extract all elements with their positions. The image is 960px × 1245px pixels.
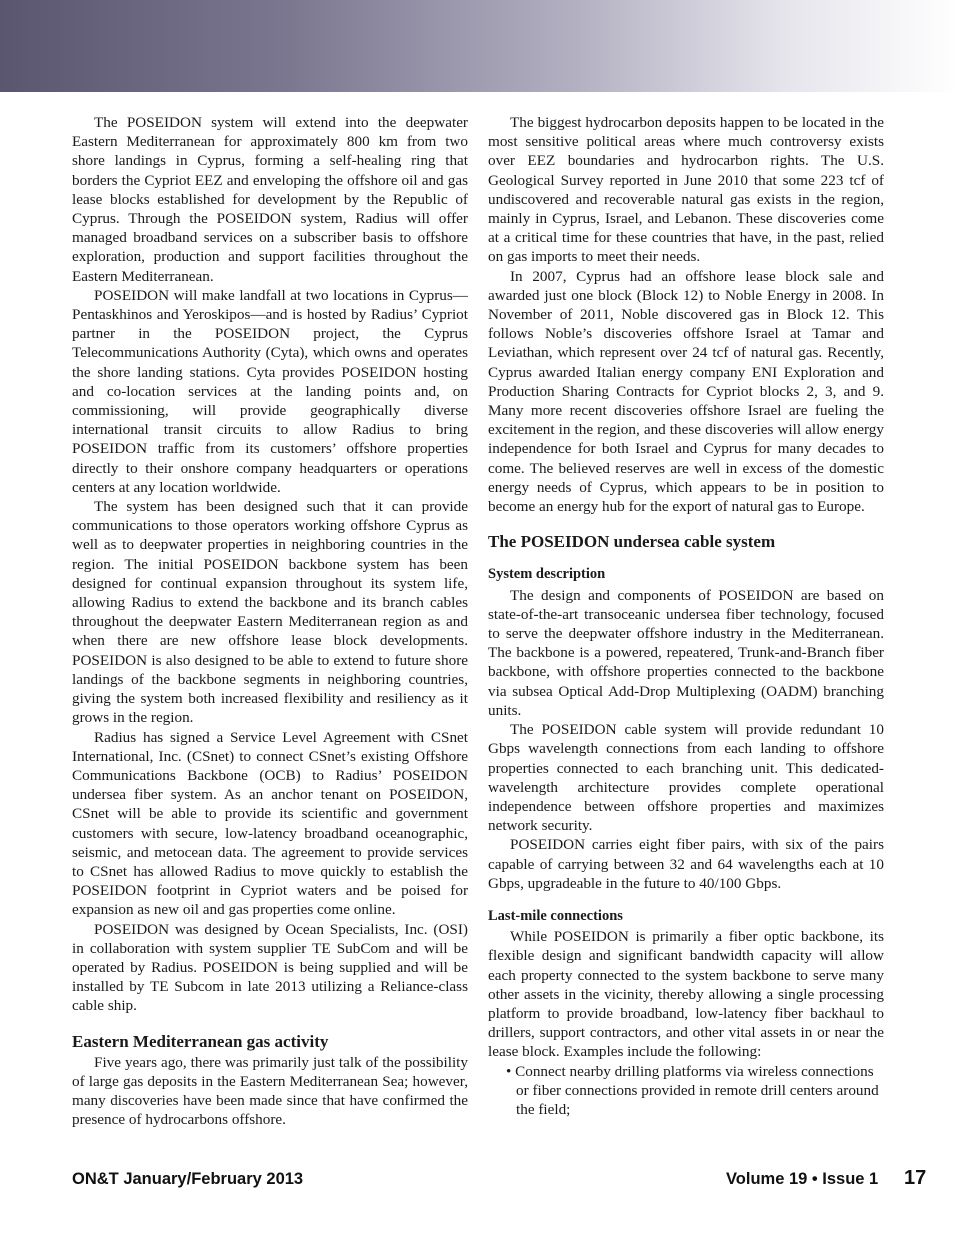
paragraph: The POSEIDON cable system will provide redundant 10 Gbps wavelength connections from each landing to offshore properties connected to each branching unit. This dedicated-wavelength architecture provides complete operational independence between offshore properties and maximizes network security. [488,721,884,835]
list-item: • Connect nearby drilling platforms via wireless connections or fiber connections provided in remote drill centers around the field; [506,1062,879,1118]
paragraph: POSEIDON will make landfall at two locations in Cyprus—Pentaskhinos and Yeroskipos—and is hosted by Radius’ Cypriot partner in the POSEIDON project, the Cyprus Telecommunications Authority (Cyta), which owns and operates the shore landing stations. Cyta provides POSEIDON hosting and co-location services at the landing points and, on commissioning, will provide geographically diverse international transit circuits to allow Radius to bring POSEIDON traffic from its customers’ offshore properties directly to their onshore company headquarters or operations centers at any location worldwide. [72,286,468,496]
right-column [488,113,884,1119]
paragraph: In 2007, Cyprus had an offshore lease block sale and awarded just one block (Block 12) to Noble Energy in 2008. In November of 2011, Noble discovered gas in Block 12. This follows Noble’s discoveries offshore Israel at Tamar and Leviathan, which represent over 24 tcf of natural gas. Recently, Cyprus awarded Italian energy company ENI Exploration and Production Sharing Contracts for Cypriot blocks 2, 3, and 9. Many more recent discoveries offshore Israel are fueling the excitement in the region, and these discoveries will allow energy independence for both Israel and Cyprus for many decades to come. The believed reserves are well in excess of the domestic energy needs of Cyprus, which appears to be in position to become an energy hub for the export of natural gas to Europe. [488,267,884,516]
paragraph: POSEIDON carries eight fiber pairs, with six of the pairs capable of carrying between 32 and 64 wavelengths each at 10 Gbps, upgradeable in the future to 40/100 Gbps. [488,836,884,892]
left-column [72,113,468,1130]
paragraph: While POSEIDON is primarily a fiber optic backbone, its flexible design and significant bandwidth capacity will allow each property connected to the system backbone to serve many other assets in the vicinity, thereby allowing a single processing platform to provide broadband, low-latency fiber backhaul to drillers, support contractors, and other vital assets in or near the lease block. Examples include the following: [488,928,884,1061]
subsection-heading: System description [488,566,606,583]
paragraph: Five years ago, there was primarily just talk of the possibility of large gas deposits in the Eastern Mediterranean Sea; however, many discoveries have been made since that have confirmed the presence of hydrocarbons offshore. [72,1053,468,1129]
paragraph: The design and components of POSEIDON are based on state-of-the-art transoceanic undersea fiber technology, focused to serve the deepwater offshore industry in the Mediterranean. The backbone is a powered, repeatered, Trunk-and-Branch fiber backbone, with offshore properties connected to the backbone via subsea Optical Add-Drop Multiplexing (OADM) branching units. [488,586,884,719]
paragraph: The POSEIDON system will extend into the deepwater Eastern Mediterranean for approximately 800 km from two shore landings in Cyprus, forming a self-healing ring that borders the Cypriot EEZ and enveloping the offshore oil and gas lease blocks established for development by the Republic of Cyprus. Through the POSEIDON system, Radius will offer managed broadband services on a subscriber basis to offshore exploration, production and support facilities throughout the Eastern Mediterranean. [72,114,468,285]
footer-publication: ON&T January/February 2013 [72,1170,304,1188]
bullet-list [488,1062,884,1120]
footer-issue: Volume 19 • Issue 1 [726,1170,879,1188]
paragraph: The biggest hydrocarbon deposits happen to be located in the most sensitive political areas where much controversy exists over EEZ boundaries and hydrocarbon rights. The U.S. Geological Survey reported in June 2010 that some 223 tcf of undiscovered and recoverable natural gas exists in the region, mainly in Cyprus, Israel, and Lebanon. These discoveries come at a critical time for these countries that have, in the past, relied on gas imports to meet their needs. [488,114,884,266]
page-number: 17 [904,1167,927,1189]
paragraph: Radius has signed a Service Level Agreement with CSnet International, Inc. (CSnet) to connect CSnet’s existing Offshore Communications Backbone (OCB) to Radius’ POSEIDON undersea fiber system. As an anchor tenant on POSEIDON, CSnet will be able to provide its scientific and government customers with secure, low-latency broadband oceanographic, seismic, and metocean data. The agreement to provide services to CSnet has allowed Radius to move quickly to establish the POSEIDON footprint in Cypriot waters and be poised for expansion as new oil and gas properties come online. [72,728,468,919]
paragraph: The system has been designed such that it can provide communications to those operators working offshore Cyprus as well as to deepwater properties in neighboring countries in the region. The initial POSEIDON backbone system has been designed for continual expansion throughout its system life, allowing Radius to extend the backbone and its branch cables throughout the deepwater Eastern Mediterranean region as and when there are new offshore lease block developments. POSEIDON is also designed to be able to extend to future shore landings of the backbone segments in neighboring countries, giving the system both increased flexibility and resiliency as it grows in the region. [72,498,468,727]
header-gradient-band [0,0,960,92]
section-heading: The POSEIDON undersea cable system [488,532,776,552]
paragraph: POSEIDON was designed by Ocean Specialists, Inc. (OSI) in collaboration with system supplier TE SubCom and will be operated by Radius. POSEIDON is being supplied and will be installed by TE Subcom in late 2013 utilizing a Reliance-class cable ship. [72,920,468,1015]
subsection-heading: Last-mile connections [488,907,623,924]
section-heading: Eastern Mediterranean gas activity [72,1031,329,1051]
